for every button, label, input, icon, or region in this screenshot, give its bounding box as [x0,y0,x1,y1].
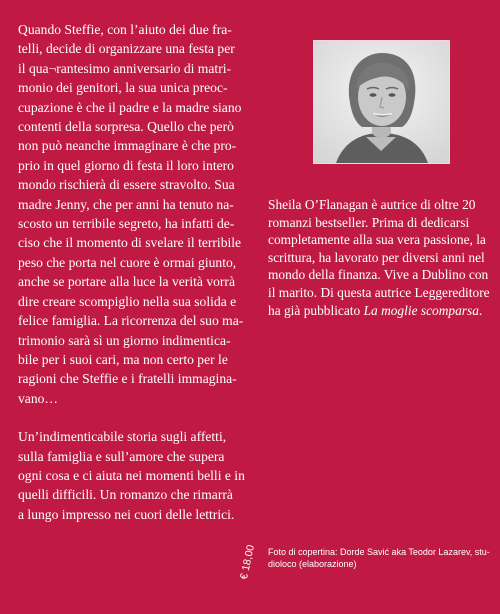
synopsis-line: Quando Steffie, con l’aiuto dei due fra- [18,22,232,37]
synopsis-line: felice famiglia. La ricorrenza del suo ma- [18,313,244,329]
author-bio-column [268,196,490,319]
author-photo [313,40,450,164]
synopsis-line: peso che porta nel cuore è ormai giunto, [18,254,237,270]
credit-line: Foto di copertina: Dorde Savić aka Teodor Lazarev, stu- [268,547,490,557]
synopsis-line: telli, decide di organizzare una festa per [18,41,235,57]
synopsis-line: non può neanche immaginare è che pro- [18,138,237,154]
synopsis-line: ogni cosa e ci aiuta nei momenti belli e in [18,467,245,483]
author-bio [268,196,490,319]
synopsis-line: mondo rischierà di essere stravolto. Sua [18,177,235,193]
synopsis-paragraph-1 [18,20,244,408]
synopsis-line: cupazione è che il padre e la madre siano [18,99,242,115]
author-portrait-icon [314,41,449,163]
synopsis-paragraph-2 [18,427,245,524]
synopsis-line: Un’indimenticabile storia sugli affetti, [18,429,227,445]
synopsis-line: dire creare scompiglio nella sua solida e [18,293,237,309]
synopsis-line: trimonio sarà sì un giorno indimentica- [18,332,231,348]
synopsis-line: quelli difficili. Un romanzo che rimarrà [18,487,233,503]
synopsis-column [18,20,245,524]
synopsis-line: monio dei genitori, la sua unica preoc- [18,80,228,96]
synopsis-line: bile per i suoi cari, ma non certo per le [18,351,228,367]
synopsis-line: il qua¬rantesimo anniversario di matri- [18,60,232,76]
bio-line: ha già pubblicato [268,302,364,318]
bio-trailing: . [478,302,483,318]
photo-credit [268,546,490,570]
synopsis-line: vano… [18,390,59,406]
bio-line: completamente alla sua vera passione, la [268,232,486,248]
previous-book-title: La moglie scomparsa [363,302,479,318]
bio-line: il marito. Di questa autrice Leggereditore [268,284,490,300]
bio-line: scrittura, ha lavorato per diversi anni nel [268,249,485,265]
synopsis-line: prio in quel giorno di festa il loro intero [18,157,234,173]
bio-line: Sheila O’Flanagan è autrice di oltre 20 [268,197,476,212]
credit-line: dioloco (elaborazione) [268,559,357,569]
price-label: € 18,00 [238,543,258,581]
synopsis-line: scosto un terribile segreto, ha infatti de- [18,216,235,232]
synopsis-line: ciso che il momento di svelare il terribile [18,235,242,251]
bio-line: romanzi bestseller. Prima di dedicarsi [268,214,470,230]
synopsis-line: sulla famiglia e sull’amore che supera [18,448,225,464]
bio-last-line [268,302,483,320]
bio-line: mondo della finanza. Vive a Dublino con [268,267,489,283]
synopsis-line: ragioni che Steffie e i fratelli immagina- [18,371,237,387]
synopsis-line: anche se portare alla luce la verità vorrà [18,274,235,290]
synopsis-line: contenti della sorpresa. Quello che però [18,119,234,135]
synopsis-line: a lungo impresso nei cuori delle lettrici. [18,506,235,522]
synopsis-line: madre Jenny, che per anni ha tenuto na- [18,196,234,212]
